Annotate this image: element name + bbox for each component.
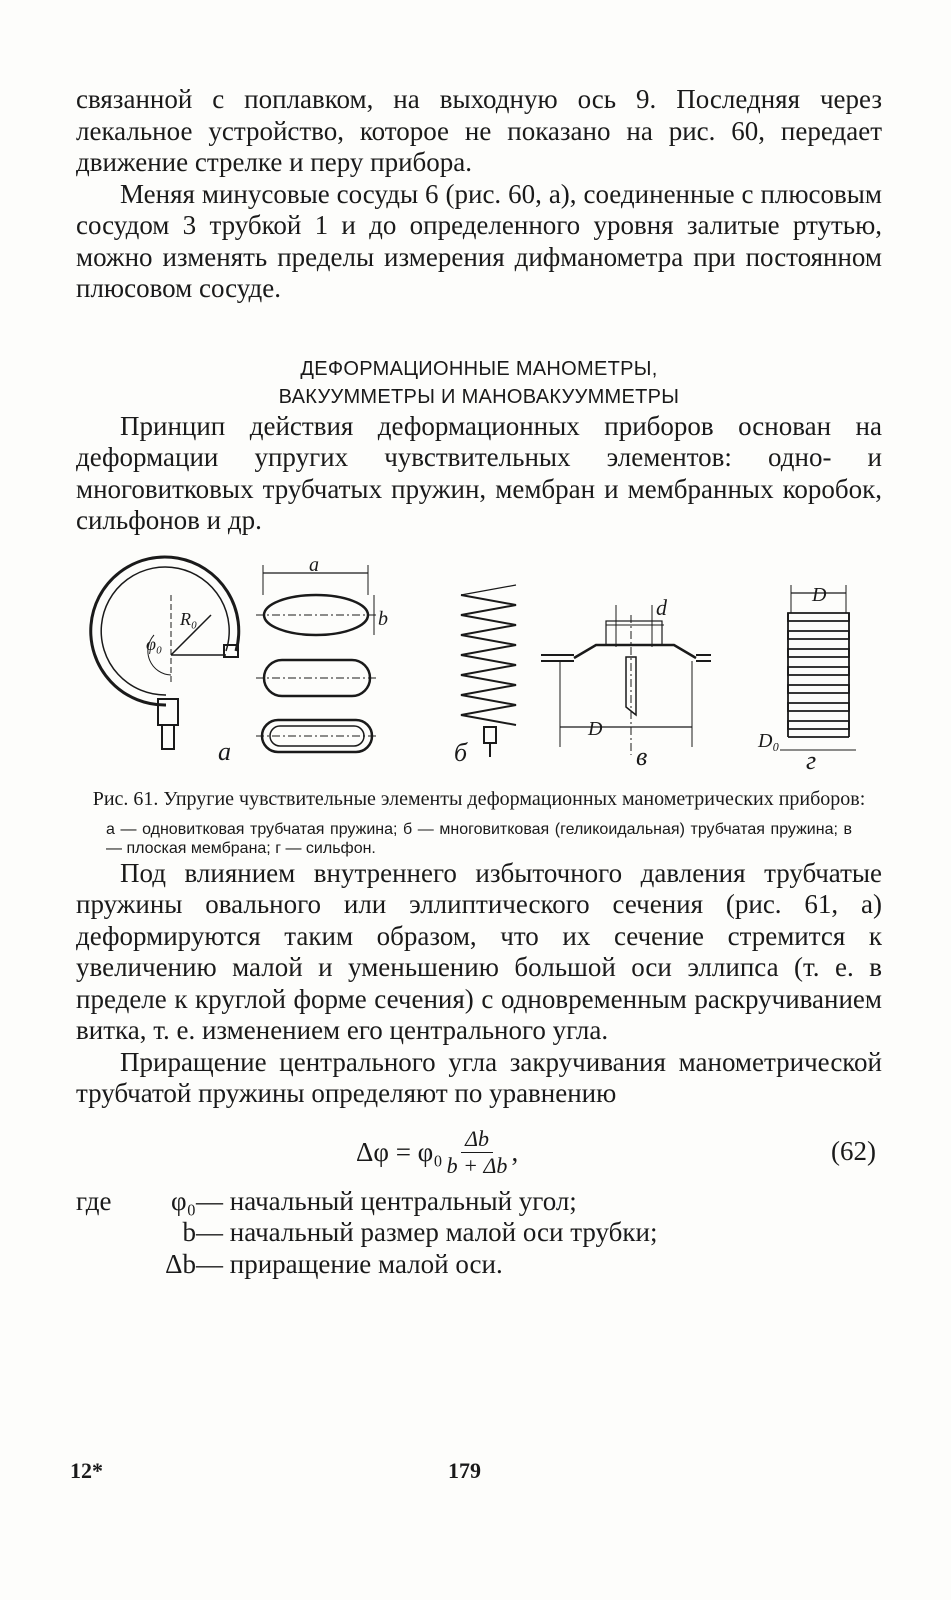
section-heading-line-1: ДЕФОРМАЦИОННЫЕ МАНОМЕТРЫ, bbox=[300, 357, 658, 380]
equation-lhs: Δφ = φ₀ bbox=[356, 1136, 443, 1167]
label-dim-b: b bbox=[378, 607, 388, 630]
paragraph-5: Приращение центрального угла закручивания манометрической трубчатой пружины определяют по уравнению bbox=[76, 1046, 882, 1108]
label-dim-D2: D bbox=[812, 583, 827, 606]
definition-symbol: b bbox=[182, 1217, 196, 1247]
signature-mark: 12* bbox=[70, 1458, 103, 1483]
figure-61-drawing bbox=[76, 555, 882, 770]
definition-symbol: φ₀ bbox=[171, 1185, 196, 1216]
paragraph-1: связанной с поплавком, на выходную ось 9. Последняя через лекальное устройство, которое не показано на рис. 60, передает движение стрелке и перу прибора. bbox=[76, 84, 882, 177]
paragraph-4: Под влиянием внутреннего избыточного давления трубчатые пружины овального или эллиптического сечения (рис. 61, а) деформируются таким образом, что их сечение стремится к увеличению малой и уменьшению большой оси эллипса (т. е. в пределе к круглой форме сечения) с одновременным раскручиванием витка, т. е. изменением его центрального угла. bbox=[76, 857, 882, 1045]
equation-numerator: Δb bbox=[461, 1126, 493, 1153]
equation-number: (62) bbox=[831, 1135, 876, 1166]
paragraph-3: Принцип действия деформационных приборов основан на деформации упругих чувствительных элементов: одно- и многовитковых трубчатых пружин, мембран и мембранных коробок, сильфонов и др. bbox=[76, 410, 882, 535]
bellows-drawing bbox=[780, 585, 856, 750]
equation-denominator: b + Δb bbox=[446, 1152, 508, 1178]
label-v: в bbox=[636, 741, 648, 770]
page-body bbox=[76, 84, 882, 1280]
label-g: г bbox=[806, 745, 817, 770]
definition-text: — начальный размер малой оси трубки; bbox=[196, 1217, 658, 1247]
definition-text: — приращение малой оси. bbox=[196, 1248, 503, 1279]
definition-row bbox=[76, 1217, 882, 1249]
definitions-list bbox=[76, 1186, 882, 1281]
definition-lead bbox=[76, 1249, 134, 1281]
figure-caption-title: Рис. 61. Упругие чувствительные элементы деформационных манометрических приборов: bbox=[92, 787, 866, 810]
label-dim-d: d bbox=[656, 594, 667, 620]
section-heading-line-2: ВАКУУММЕТРЫ И МАНОВАКУУММЕТРЫ bbox=[278, 385, 680, 408]
label-dim-D1: D bbox=[588, 717, 603, 740]
definition-row bbox=[76, 1186, 882, 1218]
label-a: а bbox=[218, 736, 231, 766]
label-dim-D0: D₀ bbox=[758, 729, 780, 752]
helical-spring-drawing bbox=[461, 585, 516, 757]
equation-fraction bbox=[447, 1126, 508, 1179]
label-b: б bbox=[454, 737, 468, 767]
cross-sections-drawing bbox=[256, 565, 376, 752]
flat-membrane-drawing bbox=[541, 605, 711, 755]
definition-text: — начальный центральный угол; bbox=[196, 1185, 577, 1216]
page-number: 179 bbox=[448, 1458, 481, 1483]
definition-row bbox=[76, 1249, 882, 1281]
definition-lead bbox=[76, 1217, 134, 1249]
figure-61 bbox=[76, 555, 882, 770]
definition-symbol: Δb bbox=[165, 1248, 196, 1279]
label-r0: R₀ bbox=[180, 608, 198, 629]
single-turn-spring-drawing bbox=[91, 557, 239, 749]
label-phi0: φ₀ bbox=[146, 633, 163, 654]
equation-trail: , bbox=[511, 1136, 519, 1167]
definition-lead: где bbox=[76, 1185, 112, 1216]
label-dim-a: a bbox=[309, 554, 319, 576]
equation-62 bbox=[76, 1120, 882, 1186]
figure-caption-legend: а — одновитковая трубчатая пружина; б — многовитковая (геликоидальная) трубчатая пружина; в — плоская мембрана; г — сильфон. bbox=[106, 820, 852, 857]
equation-body bbox=[356, 1126, 518, 1179]
paragraph-2: Меняя минусовые сосуды 6 (рис. 60, а), соединенные с плюсовым сосудом 3 трубкой 1 и до определенного уровня залитые ртутью, можно изменять пределы измерения дифманометра при постоянном плюсовом сосуде. bbox=[76, 178, 882, 303]
section-heading bbox=[76, 355, 882, 411]
